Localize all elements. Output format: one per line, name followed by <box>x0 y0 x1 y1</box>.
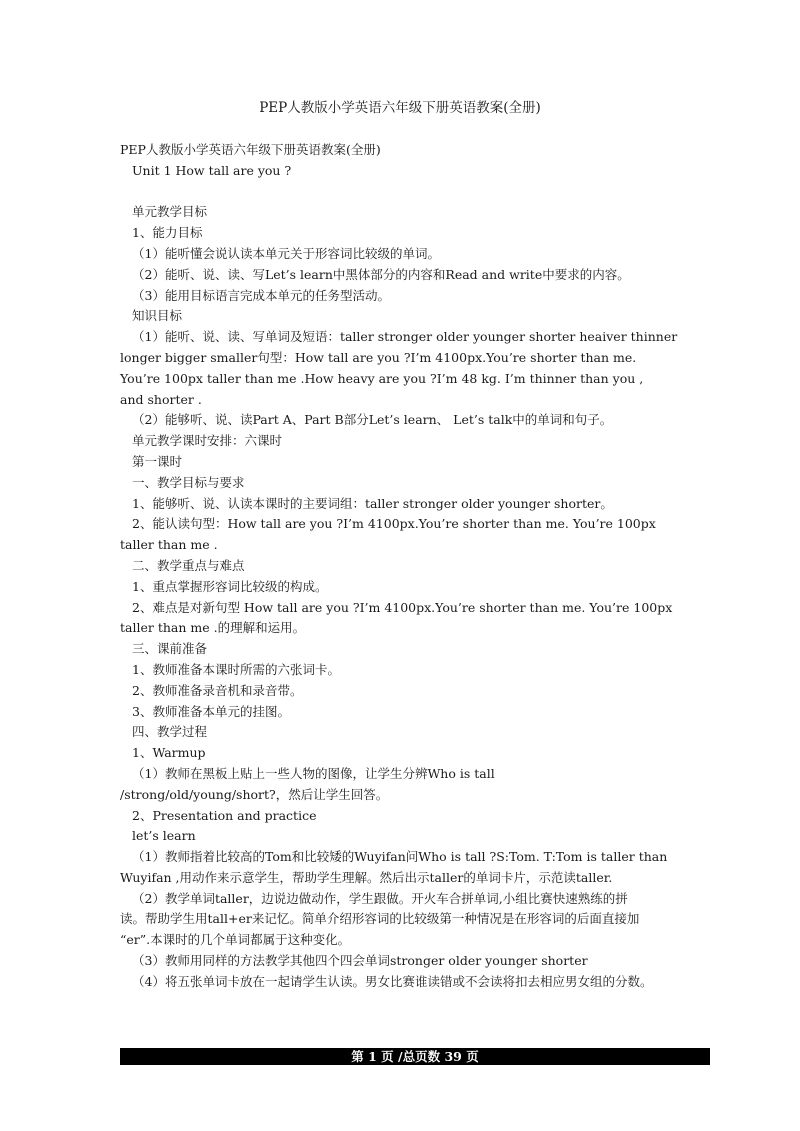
document-header-title: PEP人教版小学英语六年级下册英语教案(全册) <box>259 100 541 116</box>
body-text-line: /strong/old/young/short?，然后让学生回答。 <box>120 786 389 802</box>
body-text-line: （1）教师指着比较高的Tom和比较矮的Wuyifan问Who is tall ?S:Tom. T:Tom is taller than <box>132 849 668 865</box>
body-text-line: taller than me . <box>120 537 218 553</box>
body-text-line: let’s learn <box>132 828 196 844</box>
body-text-line: （1）能听、说、读、写单词及短语：taller stronger older younger shorter heaiver thinner <box>132 329 678 345</box>
blank-line <box>120 182 720 203</box>
body-text-line: 3、教师准备本单元的挂图。 <box>132 703 290 719</box>
body-text-line: PEP人教版小学英语六年级下册英语教案(全册) <box>120 142 381 157</box>
body-text-line: 单元教学目标 <box>132 204 208 220</box>
body-text-line: （3）能用目标语言完成本单元的任务型活动。 <box>132 287 390 303</box>
body-text-line: （1）教师在黑板上贴上一些人物的图像，让学生分辨Who is tall <box>132 765 495 781</box>
document-body <box>120 140 720 993</box>
body-text-line: 1、重点掌握形容词比较级的构成。 <box>132 578 328 594</box>
body-text-line: （2）能够听、说、读Part A、Part B部分Let’s learn、 Let’s talk中的单词和句子。 <box>132 412 613 428</box>
body-text-line: 2、难点是对新句型 How tall are you ?I’m 4100px.You’re shorter than me. You’re 100px <box>132 599 673 615</box>
body-text-line: 第一课时 <box>132 453 183 469</box>
page-number-text: 第 1 页 /总页数 39 页 <box>351 1049 479 1064</box>
body-text-line: 读。帮助学生用tall+er来记忆。简单介绍形容词的比较级第一种情况是在形容词的后面直接加 <box>120 911 640 927</box>
body-text-line: 三、课前准备 <box>132 641 208 657</box>
body-text-line: 2、Presentation and practice <box>132 807 317 823</box>
body-text-line: 1、教师准备本课时所需的六张词卡。 <box>132 661 340 677</box>
body-text-line: 2、能认读句型：How tall are you ?I’m 4100px.You’re shorter than me. You’re 100px <box>132 516 656 532</box>
body-text-line: （2）教学单词taller，边说边做动作，学生跟做。开火车合拼单词,小组比赛快速熟练的拼 <box>132 890 628 906</box>
body-text-line: （4）将五张单词卡放在一起请学生认读。男女比赛谁读错或不会读将扣去相应男女组的分数。 <box>132 973 653 989</box>
body-text-line: （3）教师用同样的方法教学其他四个四会单词stronger older younger shorter <box>132 953 588 969</box>
body-text-line: Unit 1 How tall are you ? <box>132 162 292 178</box>
body-text-line: You’re 100px taller than me .How heavy are you ?I’m 48 kg. I’m thinner than you , <box>120 370 644 386</box>
body-text-line: 1、能力目标 <box>132 225 203 241</box>
body-text-line: （1）能听懂会说认读本单元关于形容词比较级的单词。 <box>132 245 440 261</box>
body-text-line: Wuyifan ,用动作来示意学生，帮助学生理解。然后出示taller的单词卡片，示范读taller. <box>120 869 613 885</box>
body-text-line: 1、能够听、说、认读本课时的主要词组：taller stronger older younger shorter。 <box>132 495 613 511</box>
body-text-line: （2）能听、说、读、写Let’s learn中黑体部分的内容和Read and write中要求的内容。 <box>132 266 630 282</box>
body-text-line: 知识目标 <box>132 308 183 324</box>
body-text-line: 二、教学重点与难点 <box>132 557 245 573</box>
body-text-line: taller than me .的理解和运用。 <box>120 620 306 636</box>
body-text-line: longer bigger smaller句型：How tall are you ?I’m 4100px.You’re shorter than me. <box>120 349 637 365</box>
body-text-line: 一、教学目标与要求 <box>132 474 245 490</box>
body-text-line: 2、教师准备录音机和录音带。 <box>132 682 303 698</box>
body-text-line: 单元教学课时安排：六课时 <box>132 433 283 449</box>
page-footer-bar <box>120 1048 710 1065</box>
body-text-line: “er”.本课时的几个单词都属于这种变化。 <box>120 932 351 948</box>
body-text-line: 1、Warmup <box>132 745 206 761</box>
body-text-line: and shorter . <box>120 391 202 407</box>
body-text-line: 四、教学过程 <box>132 724 208 740</box>
